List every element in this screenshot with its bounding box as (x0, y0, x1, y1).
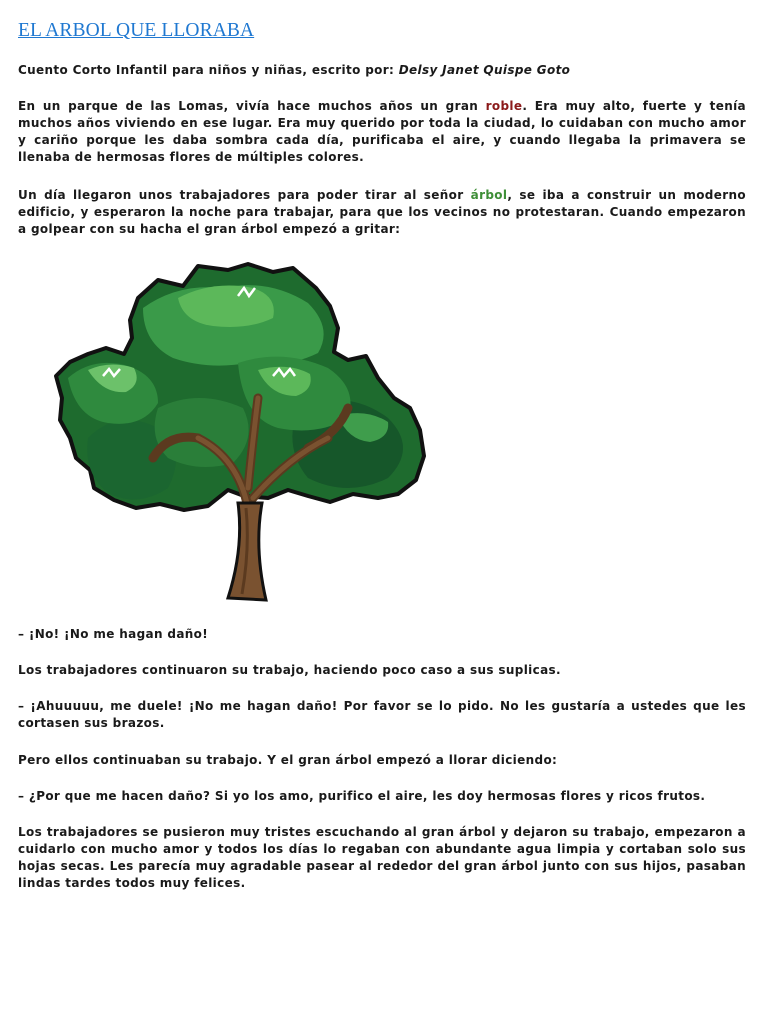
narration-2: Pero ellos continuaban su trabajo. Y el gran árbol empezó a llorar diciendo: (18, 753, 558, 767)
highlight-arbol: árbol (470, 188, 508, 202)
highlight-roble: roble (485, 99, 523, 113)
closing-paragraph: Los trabajadores se pusieron muy tristes escuchando al gran árbol y dejaron su trabajo, empezaron a cuidarlo con mucho amor y todos los días lo regaban con abundante agua limpia y cortaban solo sus hojas secas. Les parecía muy agradable pasear al rededor del gran árbol junto con sus hijos, pasaban lindas tardes todos muy felices. (18, 825, 746, 890)
story-title[interactable]: EL ARBOL QUE LLORABA (18, 20, 255, 41)
byline-text: Cuento Corto Infantil para niños y niñas, escrito por: (18, 63, 399, 77)
paragraph-1-start: En un parque de las Lomas, vivía hace muchos años un gran (18, 99, 486, 113)
dialogue-3: – ¿Por que me hacen daño? Si yo los amo, purifico el aire, les doy hermosas flores y ricos frutos. (18, 789, 706, 803)
paragraph-1 (18, 98, 746, 166)
paragraph-2-start: Un día llegaron unos trabajadores para poder tirar al señor (18, 188, 471, 202)
dialogue-1: – ¡No! ¡No me hagan daño! (18, 627, 209, 641)
paragraph-1-end: . Era muy alto, fuerte y tenía muchos años viviendo en ese lugar. Era muy querido por toda la ciudad, lo cuidaban con mucho amor y cariño porque les daba sombra cada día, purificaba el aire, y cuando llegaba la primavera se llenaba de hermosas flores de múltiples colores. (18, 99, 746, 164)
dialogue-2: – ¡Ahuuuuu, me duele! ¡No me hagan daño! Por favor se lo pido. No les gustaría a ustedes que les cortasen sus brazos. (18, 699, 746, 730)
narration-1: Los trabajadores continuaron su trabajo, haciendo poco caso a sus suplicas. (18, 663, 561, 677)
tree-icon (48, 258, 434, 608)
paragraph-2-end: , se iba a construir un moderno edificio, y esperaron la noche para trabajar, para que los vecinos no protestaran. Cuando empezaron a golpear con su hacha el gran árbol empezó a gritar: (18, 188, 746, 236)
author-name: Delsy Janet Quispe Goto (398, 63, 571, 77)
paragraph-2 (18, 187, 746, 238)
byline (18, 62, 746, 79)
